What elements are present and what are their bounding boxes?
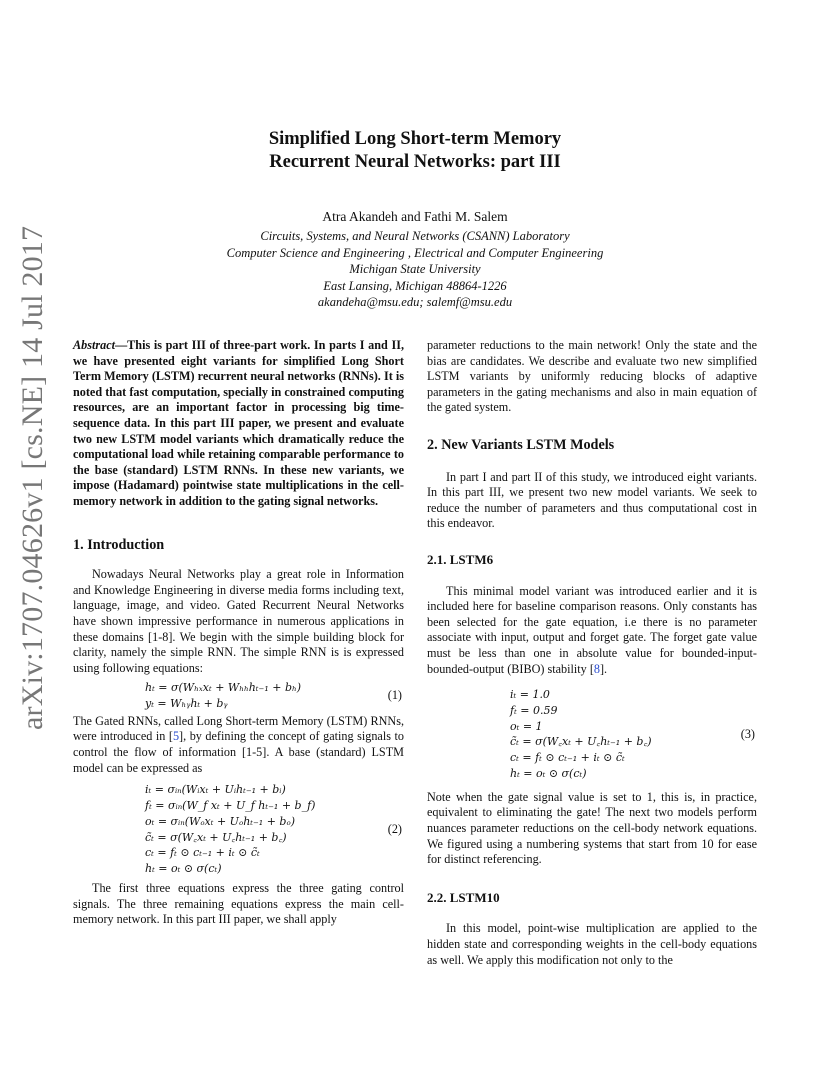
subsection-heading-lstm10: 2.2. LSTM10 [427, 889, 500, 905]
abstract-label: Abstract [73, 338, 115, 352]
arxiv-identifier: arXiv:1707.04626v1 [cs.NE] 14 Jul 2017 [16, 225, 49, 730]
citation-link-8[interactable]: 8 [593, 661, 600, 676]
equation-2-line-4: c̃ₜ = σ(W꜀xₜ + U꜀hₜ₋₁ + b꜀) [145, 830, 287, 844]
note-paragraph: Note when the gate signal value is set to 1, this is, in practice, equivalent to eliminating the gate! The next two models perform nuances parameter reductions on the cell-body network equations. We figured using a numbering systems that start from 10 for ease for distinct referencing. [427, 789, 757, 867]
equation-3-line-2: fₜ = 0.59 [510, 703, 558, 717]
affiliation-block [150, 228, 680, 311]
equation-3-line-3: oₜ = 1 [510, 719, 543, 733]
section-heading-introduction: 1. Introduction [73, 536, 165, 553]
lstm10-paragraph: In this model, point-wise multiplication are applied to the hidden state and corresponding weights in the cell-body equations as well. We apply this modification not only to the [427, 921, 757, 967]
equation-3-line-5: cₜ = fₜ ⊙ cₜ₋₁ + iₜ ⊙ c̃ₜ [510, 751, 625, 765]
equation-3-line-6: hₜ = oₜ ⊙ σ(cₜ) [510, 767, 587, 781]
affiliation-line-4: East Lansing, Michigan 48864-1226 [323, 278, 507, 293]
equation-2-line-5: cₜ = fₜ ⊙ cₜ₋₁ + iₜ ⊙ c̃ₜ [145, 846, 260, 860]
equation-1-line-2: yₜ = Wₕᵧhₜ + bᵧ [145, 697, 228, 711]
right-column [427, 338, 757, 968]
equation-3-line-1: iₜ = 1.0 [510, 688, 550, 702]
abstract-text: —This is part III of three-part work. In parts I and II, we have presented eight variants for simplified Long Short Term Memory (LSTM) recurrent neural networks (RNNs). It is noted that fast computation, specially in constrained computing resources, are an important factor in processing big time-sequence data. In this part III paper, we present and evaluate two new LSTM model variants which dramatically reduce the computational load while retaining comparable performance to the base (standard) LSTM RNNs. In these new variants, we impose (Hadamard) pointwise state multiplications in the cell-memory network in addition to the gating signal networks. [73, 338, 404, 508]
citation-link-5[interactable]: 5 [172, 729, 180, 744]
equation-2-line-6: hₜ = oₜ ⊙ σ(cₜ) [145, 862, 222, 876]
section-2-paragraph: In part I and part II of this study, we introduced eight variants. In this part III, we present two new model variants. We seek to reduce the number of parameters and thus computational cost in this endeavor. [427, 469, 757, 531]
continued-paragraph: parameter reductions to the main network! Only the state and the bias are candidates. We describe and evaluate two new simplified LSTM variants by uniformly reducing blocks of adaptive parameters in the gating mechanisms and also in main equation of the gated system. [427, 338, 757, 415]
equation-1 [73, 680, 404, 712]
equation-2-line-2: fₜ = σᵢₙ(W_f xₜ + U_f hₜ₋₁ + b_f) [145, 799, 316, 813]
intro-paragraph-2-text-b: ], by defining the concept of gating signals to control the flow of information [1-5]. A base (standard) LSTM model can be expressed as [73, 729, 404, 775]
intro-paragraph-2 [73, 714, 404, 776]
author-list: Atra Akandeh and Fathi M. Salem [322, 209, 508, 224]
intro-paragraph-3: The first three equations express the three gating control signals. The three remaining equations express the main cell-memory network. In this part III paper, we shall apply [73, 881, 404, 927]
paper-title [150, 128, 680, 174]
lstm6-paragraph-text-b: ]. [599, 661, 608, 676]
equation-1-line-1: hₜ = σ(Wₕₓxₜ + Wₕₕhₜ₋₁ + bₕ) [145, 681, 302, 695]
title-line-2: Recurrent Neural Networks: part III [269, 152, 561, 172]
equation-1-number: (1) [387, 688, 402, 703]
equation-3 [427, 687, 757, 782]
intro-paragraph-1: Nowadays Neural Networks play a great role in Information and Knowledge Engineering in diverse media forms including text, language, image, and video. Gated Recurrent Neural Networks have shown impressive performance in numerous applications in these domains [1-8]. We begin with the simple building block for clarity, namely the simple RNN. The simple RNN is is expressed using following equations: [73, 567, 404, 675]
equation-2-line-3: oₜ = σᵢₙ(Wₒxₜ + Uₒhₜ₋₁ + bₒ) [145, 814, 295, 828]
affiliation-line-1: Circuits, Systems, and Neural Networks (CSANN) Laboratory [260, 229, 570, 243]
abstract [73, 338, 404, 510]
affiliation-line-2: Computer Science and Engineering , Electrical and Computer Engineering [226, 245, 604, 260]
equation-3-number: (3) [740, 727, 755, 742]
equation-2-number: (2) [387, 822, 402, 837]
affiliation-line-3: Michigan State University [349, 262, 481, 276]
title-line-1: Simplified Long Short-term Memory [268, 129, 562, 149]
equation-2-line-1: iₜ = σᵢₙ(Wᵢxₜ + Uᵢhₜ₋₁ + bᵢ) [145, 783, 286, 797]
left-column [73, 338, 404, 928]
equation-2 [73, 782, 404, 877]
intro-paragraph-2-text-a: The Gated RNNs, called Long Short-term Memory (LSTM) RNNs, were introduced in [ [73, 713, 404, 744]
affiliation-emails: akandeha@msu.edu; salemf@msu.edu [317, 295, 513, 309]
subsection-heading-lstm6: 2.1. LSTM6 [427, 551, 494, 567]
lstm6-paragraph [427, 584, 757, 678]
section-heading-new-variants: 2. New Variants LSTM Models [427, 436, 615, 453]
equation-3-line-4: c̃ₜ = σ(W꜀xₜ + U꜀hₜ₋₁ + b꜀) [510, 735, 652, 749]
lstm6-paragraph-text-a: This minimal model variant was introduced earlier and it is included here for baseline comparison reasons. Only constants has been selected for the gate equation, i.e there is no parameter associate with input, output and forget gate. The forget gate value must be less than one in absolute value for bounded-input-bounded-output (BIBO) stability [ [427, 583, 757, 676]
